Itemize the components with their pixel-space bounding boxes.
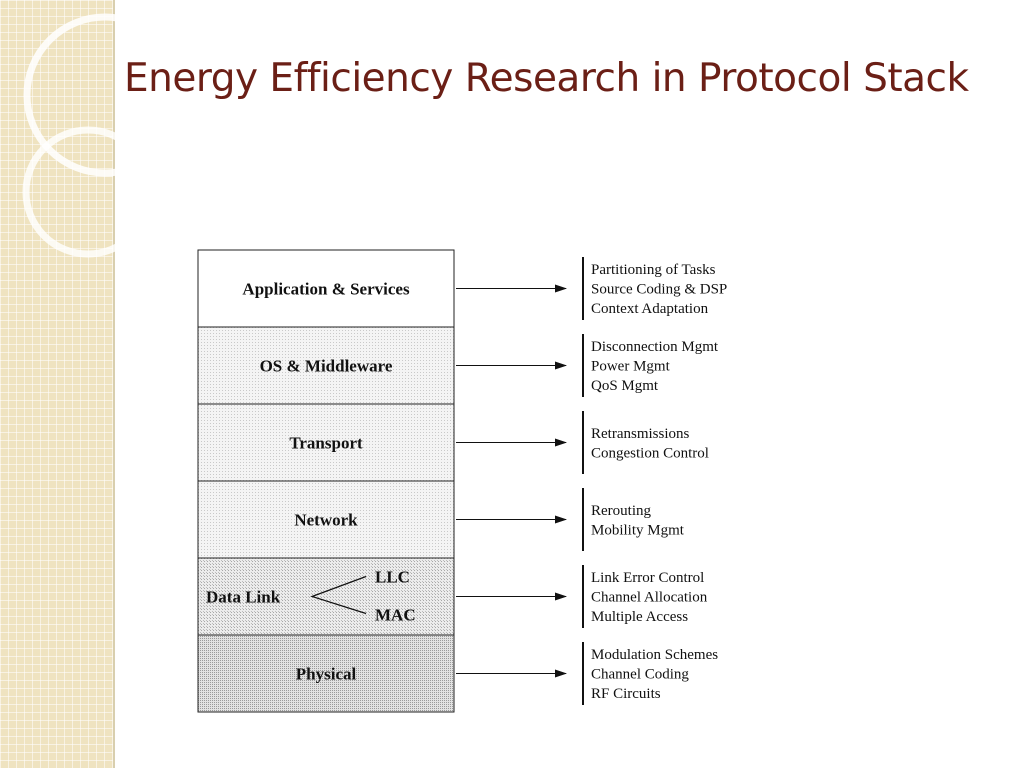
technique-label: Power Mgmt — [591, 358, 670, 375]
layer-label: Application & Services — [242, 279, 410, 299]
technique-label: Congestion Control — [591, 445, 709, 462]
layer-5 — [198, 558, 708, 635]
layer-2 — [198, 327, 719, 404]
technique-label: Channel Coding — [591, 666, 689, 683]
technique-label: QoS Mgmt — [591, 378, 659, 394]
technique-label: Link Error Control — [591, 570, 705, 586]
slide-title: Energy Efficiency Research in Protocol Stack — [124, 56, 969, 101]
layer-label: Network — [294, 510, 358, 530]
technique-label: Multiple Access — [591, 609, 689, 625]
technique-label: Rerouting — [591, 502, 651, 519]
technique-label: Modulation Schemes — [591, 647, 719, 663]
layer-6 — [198, 635, 718, 712]
technique-label: RF Circuits — [591, 686, 661, 702]
layer-label: Transport — [289, 433, 363, 453]
technique-label: Retransmissions — [591, 425, 690, 442]
layer-3 — [198, 404, 709, 481]
layer-4 — [198, 481, 685, 558]
layer-1 — [198, 250, 727, 327]
technique-label: Mobility Mgmt — [591, 522, 684, 539]
technique-label: Disconnection Mgmt — [591, 339, 719, 355]
technique-label: Partitioning of Tasks — [591, 262, 716, 278]
layer-label: OS & Middleware — [259, 356, 393, 376]
technique-label: Source Coding & DSP — [591, 281, 728, 298]
sublayer-label: LLC — [375, 567, 410, 587]
technique-label: Context Adaptation — [591, 301, 709, 317]
layer-label: Data Link — [206, 587, 281, 607]
layer-label: Physical — [295, 664, 357, 684]
technique-label: Channel Allocation — [591, 589, 708, 606]
sublayer-label: MAC — [375, 605, 416, 625]
